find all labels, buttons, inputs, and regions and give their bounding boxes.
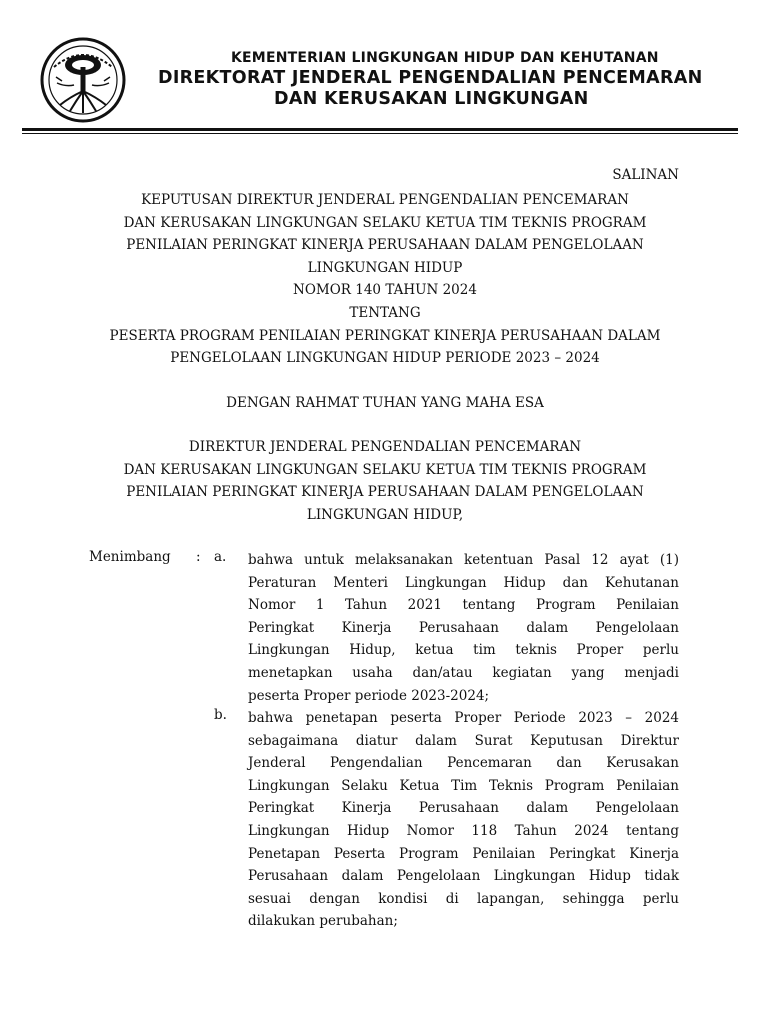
title-about: TENTANG (349, 304, 421, 321)
decree-subject-line: PESERTA PROGRAM PENILAIAN PERINGKAT KINERJA PERUSAHAAN DALAM (109, 327, 661, 344)
considering-colon: : (196, 549, 201, 565)
ministry-emblem-logo (40, 37, 126, 123)
paragraph-line: menetapkan usaha dan/atau kegiatan yang menjadi (248, 664, 679, 681)
decree-subject-line: PENGELOLAAN LINGKUNGAN HIDUP PERIODE 2023 – 2024 (170, 350, 600, 367)
paragraph-line: bahwa untuk melaksanakan ketentuan Pasal 12 ayat (1) (248, 552, 679, 568)
letterhead-divider-thick (22, 128, 738, 131)
paragraph-line: Lingkungan Hidup Nomor 118 Tahun 2024 tentang (248, 822, 679, 839)
paragraph-line: Perusahaan dalam Pengelolaan Lingkungan Hidup tidak (248, 868, 679, 885)
considering-label: Menimbang (89, 549, 171, 565)
considering-item-b (248, 707, 679, 933)
paragraph-line: Penetapan Peserta Program Penilaian Peringkat Kinerja (248, 845, 679, 862)
item-letter-b: b. (214, 707, 227, 723)
invocation (60, 392, 710, 415)
letterhead-divider-thin (22, 133, 738, 134)
issuing-authority (60, 436, 710, 526)
authority-line: PENILAIAN PERINGKAT KINERJA PERUSAHAAN DALAM PENGELOLAAN (126, 484, 644, 501)
title-line: DAN KERUSAKAN LINGKUNGAN SELAKU KETUA TIM TEKNIS PROGRAM (123, 214, 647, 231)
invocation-text: DENGAN RAHMAT TUHAN YANG MAHA ESA (226, 395, 544, 411)
letterhead-directorate-cont: DAN KERUSAKAN LINGKUNGAN (274, 89, 589, 109)
paragraph-line: Lingkungan Hidup, ketua tim teknis Proper perlu (248, 642, 679, 659)
paragraph-line: Peringkat Kinerja Perusahaan dalam Pengelolaan (248, 800, 679, 817)
authority-line: DIREKTUR JENDERAL PENGENDALIAN PENCEMARAN (188, 439, 582, 455)
paragraph-line: Peringkat Kinerja Perusahaan dalam Pengelolaan (248, 619, 679, 636)
paragraph-line: bahwa penetapan peserta Proper Periode 2023 – 2024 (248, 710, 679, 726)
paragraph-line: Lingkungan Selaku Ketua Tim Teknis Program Penilaian (248, 777, 679, 794)
considering-item-a (248, 549, 679, 707)
letterhead-directorate: DIREKTORAT JENDERAL PENGENDALIAN PENCEMARAN (158, 68, 703, 88)
item-letter-a: a. (214, 549, 227, 565)
title-line: LINGKUNGAN HIDUP (307, 259, 463, 276)
copy-label: SALINAN (612, 167, 679, 183)
paragraph-line: Peraturan Menteri Lingkungan Hidup dan Kehutanan (248, 574, 679, 591)
authority-line: DAN KERUSAKAN LINGKUNGAN SELAKU KETUA TIM TEKNIS PROGRAM (123, 461, 647, 478)
paragraph-line: sebagaimana diatur dalam Surat Keputusan Direktur (248, 732, 679, 749)
title-line: KEPUTUSAN DIREKTUR JENDERAL PENGENDALIAN PENCEMARAN (141, 192, 629, 208)
authority-line: LINGKUNGAN HIDUP, (306, 506, 464, 523)
paragraph-line: sesuai dengan kondisi di lapangan, sehingga perlu (248, 890, 679, 907)
decree-title (60, 189, 710, 370)
title-line: PENILAIAN PERINGKAT KINERJA PERUSAHAAN DALAM PENGELOLAAN (126, 237, 644, 254)
decree-number: NOMOR 140 TAHUN 2024 (293, 282, 477, 299)
paragraph-line: Nomor 1 Tahun 2021 tentang Program Penilaian (248, 597, 679, 614)
letterhead-ministry: KEMENTERIAN LINGKUNGAN HIDUP DAN KEHUTANAN (231, 50, 659, 66)
paragraph-line: dilakukan perubahan; (248, 913, 398, 930)
paragraph-line: Jenderal Pengendalian Pencemaran dan Kerusakan (248, 755, 679, 772)
paragraph-line: peserta Proper periode 2023-2024; (248, 687, 490, 704)
